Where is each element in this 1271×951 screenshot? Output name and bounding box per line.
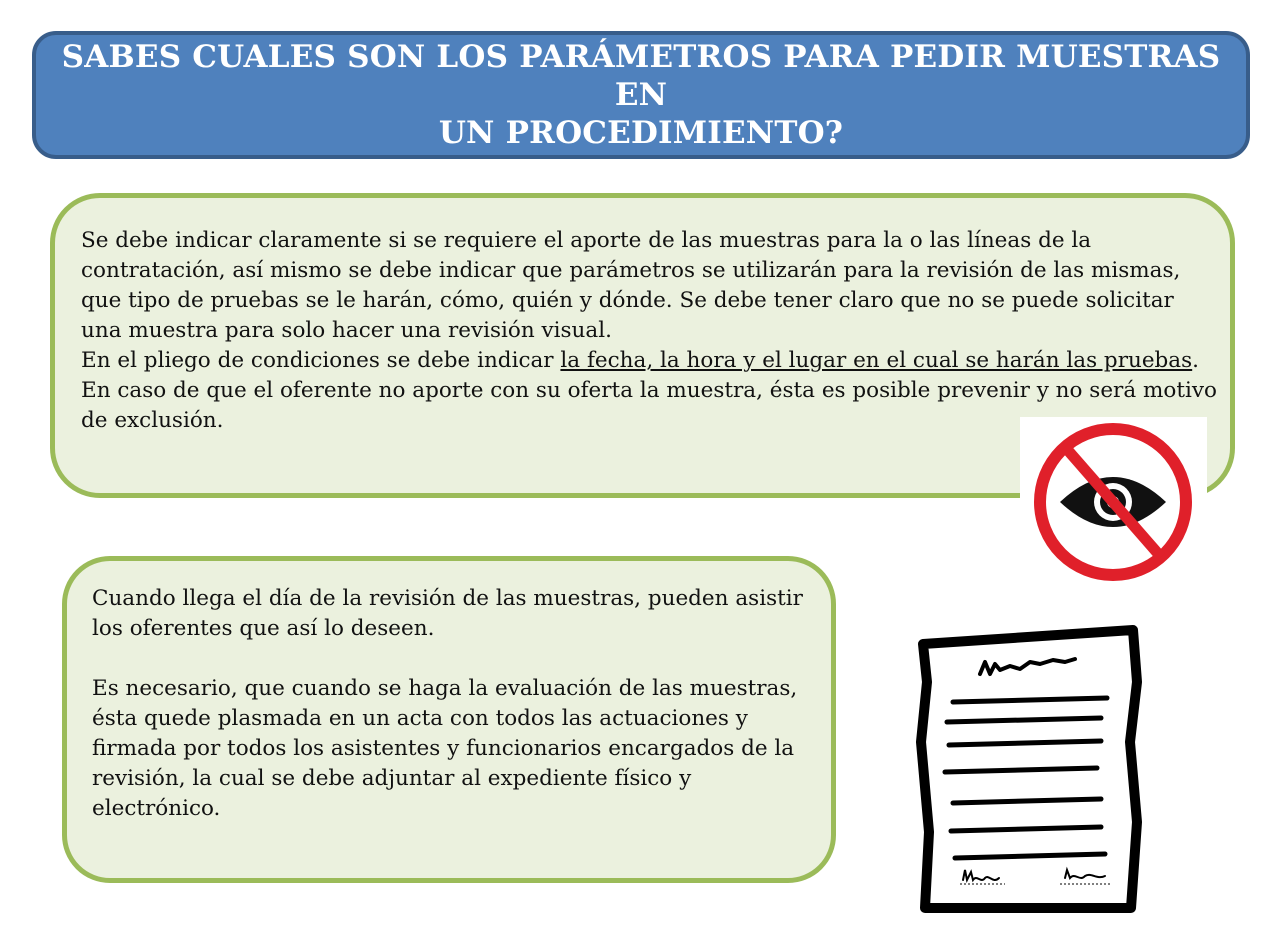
review-paragraph-2: Es necesario, que cuando se haga la evaluación de las muestras, ésta quede plasmada en un acta con todos las actuaciones y firmada por todos los asistentes y funcionarios encargados de la revisión, la cual se debe adjuntar al expediente físico y electrónico. (92, 676, 798, 821)
title-banner (32, 31, 1250, 159)
review-day-text (92, 584, 822, 824)
review-paragraph-1: Cuando llega el día de la revisión de las muestras, pueden asistir los oferentes que así lo deseen. (92, 586, 803, 641)
no-eye-icon (1020, 417, 1207, 587)
paragraph-2-prefix: En el pliego de condiciones se debe indicar (81, 348, 561, 373)
parameters-paragraph-3: En caso de que el oferente no aporte con su oferta la muestra, ésta es posible prevenir y no será motivo de exclusión. (81, 378, 1217, 433)
parameters-paragraph-2 (81, 346, 1221, 376)
page-title (36, 38, 1246, 152)
signed-document-icon (905, 622, 1155, 917)
parameters-text (81, 226, 1221, 436)
paragraph-spacer (92, 644, 822, 674)
parameters-paragraph-1: Se debe indicar claramente si se requiere el aporte de las muestras para la o las líneas de la contratación, así mismo se debe indicar que parámetros se utilizarán para la revisión de las mismas, que tipo de pruebas se le harán, cómo, quién y dónde. Se debe tener claro que no se puede solicitar una muestra para solo hacer una revisión visual. (81, 228, 1181, 343)
paragraph-2-suffix: . (1192, 348, 1200, 373)
underlined-date-time-place: la fecha, la hora y el lugar en el cual se harán las pruebas (560, 348, 1193, 373)
title-line-2: UN PROCEDIMIENTO? (438, 115, 844, 151)
title-line-1: SABES CUALES SON LOS PARÁMETROS PARA PEDIR MUESTRAS EN (61, 39, 1221, 113)
